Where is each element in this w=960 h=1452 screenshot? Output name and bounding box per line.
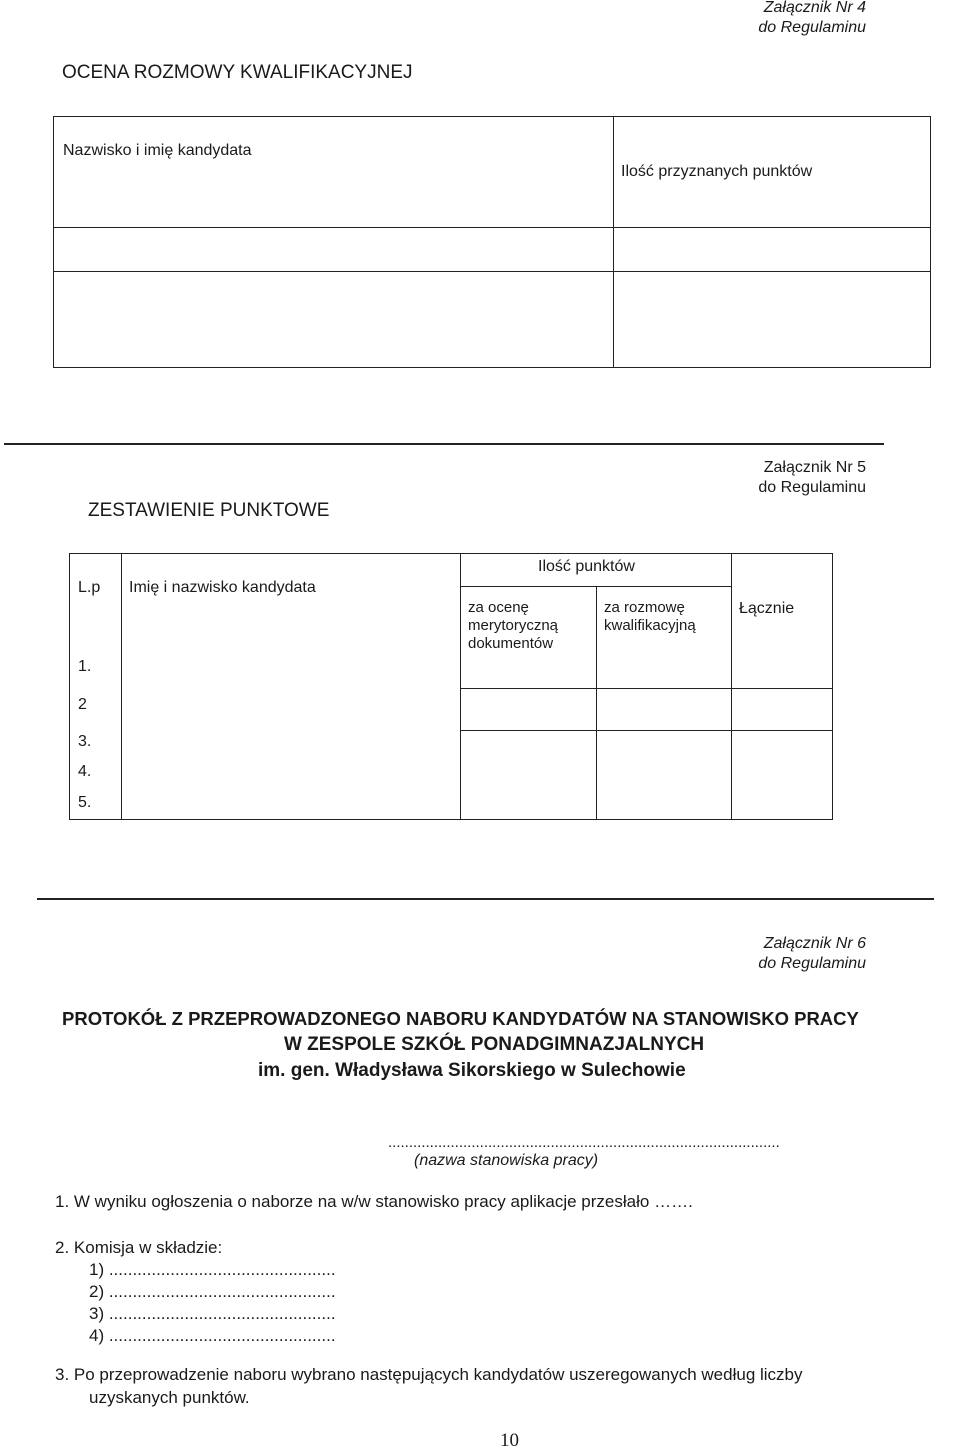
position-dots: .............................................................................................. bbox=[388, 1134, 780, 1151]
separator-1 bbox=[4, 443, 884, 445]
annex-4-line2: do Regulaminu bbox=[758, 19, 866, 36]
protocol-heading-line2: W ZESPOLE SZKÓŁ PONADGIMNAZJALNYCH bbox=[283, 1034, 705, 1055]
annex-4-label bbox=[758, 0, 866, 38]
committee-member-2: 2) ................................................ bbox=[89, 1282, 336, 1301]
row-number-3: 3. bbox=[78, 733, 92, 750]
annex-6-label bbox=[758, 934, 866, 974]
committee-member-3: 3) ................................................ bbox=[89, 1304, 336, 1323]
section2-title: ZESTAWIENIE PUNKTOWE bbox=[88, 500, 330, 521]
protocol-heading-line1: PROTOKÓŁ Z PRZEPROWADZONEGO NABORU KANDYDATÓW NA STANOWISKO PRACY bbox=[62, 1008, 859, 1029]
row-number-5: 5. bbox=[78, 794, 92, 811]
row-number-4: 4. bbox=[78, 763, 92, 780]
page-number: 10 bbox=[500, 1430, 519, 1451]
col-docs-line2: merytoryczną bbox=[468, 617, 559, 634]
separator-2 bbox=[37, 898, 934, 900]
col-candidate-header: Imię i nazwisko kandydata bbox=[129, 579, 316, 596]
protocol-item-2: 2. Komisja w składzie: bbox=[55, 1238, 223, 1257]
col-total-header: Łącznie bbox=[739, 600, 795, 617]
annex-5-line2: do Regulaminu bbox=[758, 479, 866, 496]
col-points-group-header: Ilość punktów bbox=[538, 558, 635, 575]
committee-member-1: 1) ................................................ bbox=[89, 1260, 336, 1279]
protocol-item-3: 3. Po przeprowadzenie naboru wybrano następujących kandydatów uszeregowanych według liczby bbox=[55, 1365, 803, 1384]
annex-6-line1: Załącznik Nr 6 bbox=[763, 935, 866, 952]
col-docs-header bbox=[468, 599, 558, 653]
annex-4-line1: Załącznik Nr 4 bbox=[763, 0, 866, 16]
col-docs-line1: za ocenę bbox=[468, 599, 529, 616]
annex-6-line2: do Regulaminu bbox=[758, 955, 866, 972]
col-interview-line2: kwalifikacyjną bbox=[604, 617, 696, 634]
row-number-2: 2 bbox=[78, 696, 87, 713]
annex-5-line1: Załącznik Nr 5 bbox=[763, 459, 866, 476]
points-summary-table bbox=[69, 553, 833, 820]
col-lp-header: L.p bbox=[78, 579, 101, 596]
position-caption: (nazwa stanowiska pracy) bbox=[414, 1152, 599, 1169]
col-interview-header bbox=[604, 599, 696, 635]
committee-member-4: 4) ................................................ bbox=[89, 1326, 336, 1345]
col-docs-line3: dokumentów bbox=[468, 635, 554, 652]
annex-5-label bbox=[758, 458, 866, 498]
protocol-heading bbox=[0, 1006, 960, 1084]
candidate-score-table bbox=[53, 116, 931, 368]
section1-title: OCENA ROZMOWY KWALIFIKACYJNEJ bbox=[62, 62, 413, 83]
col-points-header: Ilość przyznanych punktów bbox=[621, 163, 813, 180]
protocol-item-3-cont: uzyskanych punktów. bbox=[89, 1388, 250, 1407]
col-candidate-name-header: Nazwisko i imię kandydata bbox=[63, 142, 252, 159]
row-number-1: 1. bbox=[78, 658, 92, 675]
committee-members bbox=[89, 1259, 336, 1347]
col-interview-line1: za rozmowę bbox=[604, 599, 685, 616]
protocol-heading-line3: im. gen. Władysława Sikorskiego w Sulechowie bbox=[258, 1060, 686, 1081]
protocol-item-1: 1. W wyniku ogłoszenia o naborze na w/w stanowisko pracy aplikacje przesłało ……. bbox=[55, 1192, 693, 1211]
